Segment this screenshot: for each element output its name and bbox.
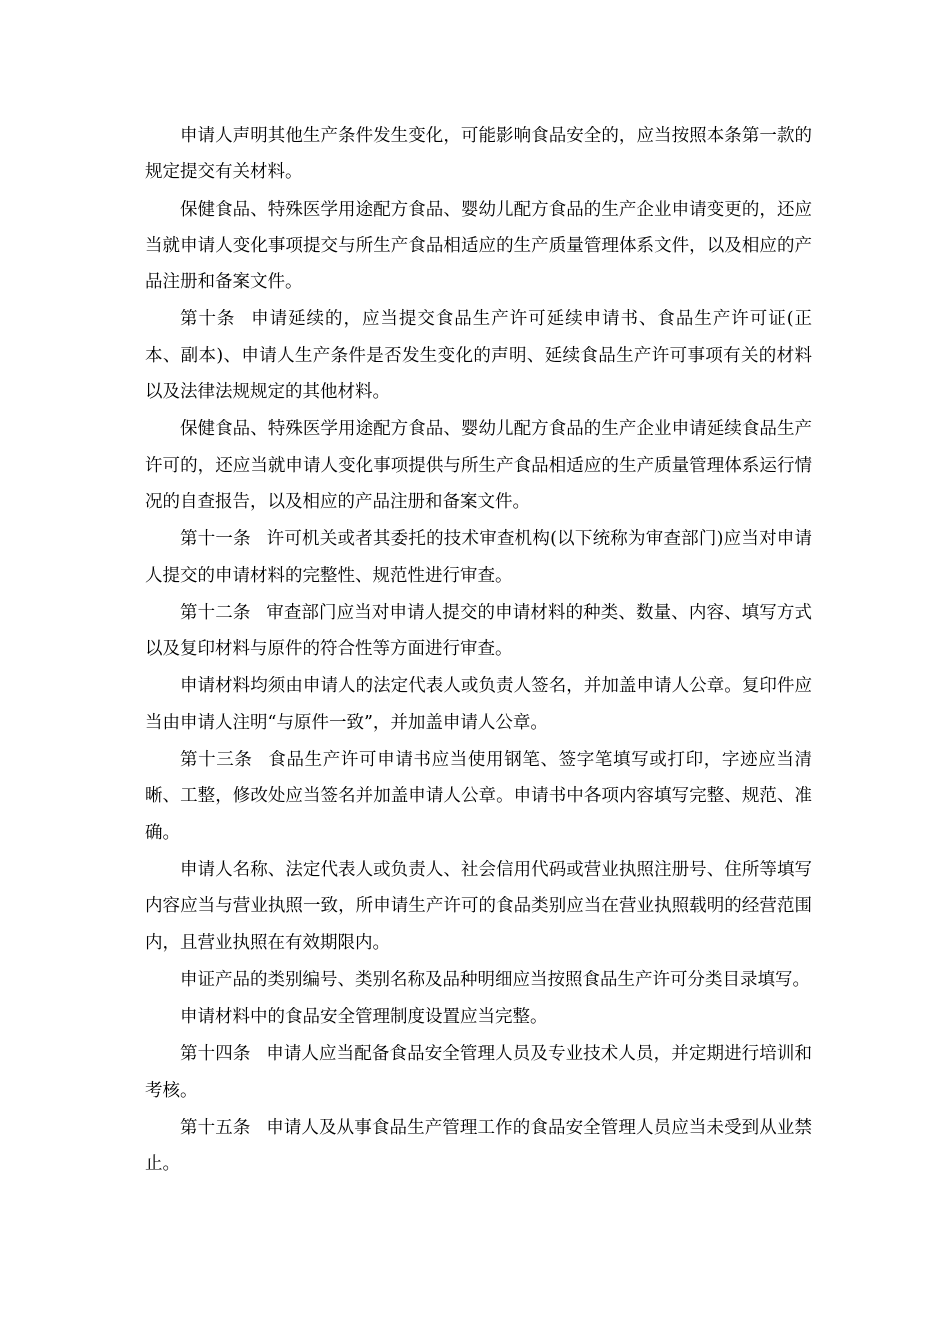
document-page: [145, 118, 812, 1184]
paragraph: [145, 411, 812, 520]
paragraph: [145, 521, 812, 594]
paragraph-text: 申证产品的类别编号、类别名称及品种明细应当按照食品生产许可分类目录填写。: [180, 969, 810, 990]
paragraph-text: 保健食品、特殊医学用途配方食品、婴幼儿配方食品的生产企业申请延续食品生产许可的，还应当就申请人变化事项提供与所生产食品相适应的生产质量管理体系运行情况的自查报告，以及相应的产品注册和备案文件。: [145, 419, 812, 512]
paragraph: [145, 1036, 812, 1109]
article-number: 第十一条: [180, 529, 251, 550]
article-number: 第十条: [180, 309, 236, 330]
paragraph-text: 申请延续的，应当提交食品生产许可延续申请书、食品生产许可证(正本、副本)、申请人生产条件是否发生变化的声明、延续食品生产许可事项有关的材料以及法律法规规定的其他材料。: [145, 309, 813, 403]
paragraph: [145, 301, 812, 410]
paragraph-text: 申请人及从事食品生产管理工作的食品安全管理人员应当未受到从业禁止。: [145, 1118, 813, 1175]
paragraph: [145, 852, 812, 961]
paragraph-text: 申请人声明其他生产条件发生变化，可能影响食品安全的，应当按照本条第一款的规定提交有关材料。: [145, 126, 812, 183]
paragraph: [145, 595, 812, 668]
paragraph-text: 申请人名称、法定代表人或负责人、社会信用代码或营业执照注册号、住所等填写内容应当与营业执照一致，所申请生产许可的食品类别应当在营业执照载明的经营范围内，且营业执照在有效期限内。: [145, 859, 812, 953]
paragraph-text: 申请材料均须由申请人的法定代表人或负责人签名，并加盖申请人公章。复印件应当由申请人注明“与原件一致”，并加盖申请人公章。: [145, 676, 812, 733]
paragraph: [145, 962, 812, 998]
paragraph-text: 申请材料中的食品安全管理制度设置应当完整。: [180, 1007, 548, 1028]
paragraph: [145, 192, 812, 301]
paragraph: [145, 118, 812, 191]
paragraph: [145, 668, 812, 741]
paragraph-text: 许可机关或者其委托的技术审查机构(以下统称为审查部门)应当对申请人提交的申请材料的完整性、规范性进行审查。: [145, 529, 813, 586]
paragraph-text: 审查部门应当对申请人提交的申请材料的种类、数量、内容、填写方式以及复印材料与原件的符合性等方面进行审查。: [145, 602, 813, 660]
article-number: 第十五条: [180, 1118, 251, 1139]
paragraph: [145, 1110, 812, 1183]
article-number: 第十四条: [180, 1044, 251, 1065]
paragraph: [145, 742, 812, 851]
article-number: 第十三条: [180, 750, 253, 771]
paragraph-text: 保健食品、特殊医学用途配方食品、婴幼儿配方食品的生产企业申请变更的，还应当就申请人变化事项提交与所生产食品相适应的生产质量管理体系文件，以及相应的产品注册和备案文件。: [145, 199, 812, 293]
paragraph: [145, 999, 812, 1035]
article-number: 第十二条: [180, 602, 251, 623]
paragraph-text: 食品生产许可申请书应当使用钢笔、签字笔填写或打印，字迹应当清晰、工整，修改处应当签名并加盖申请人公章。申请书中各项内容填写完整、规范、准确。: [145, 750, 813, 843]
paragraph-text: 申请人应当配备食品安全管理人员及专业技术人员，并定期进行培训和考核。: [145, 1044, 813, 1101]
